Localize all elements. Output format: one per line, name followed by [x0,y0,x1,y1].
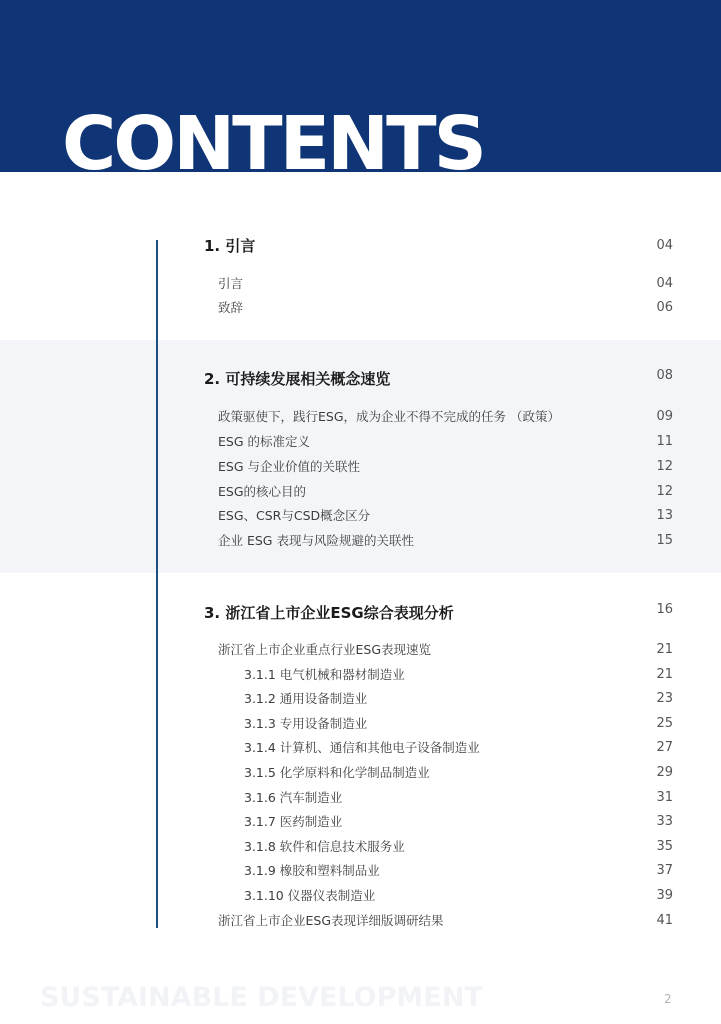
toc-item[interactable] [0,298,721,318]
toc-page-number: 09 [656,409,673,424]
toc-page-number: 15 [656,533,673,548]
toc-subitem[interactable] [0,788,721,808]
page-number: 2 [664,992,672,1006]
toc-subitem[interactable] [0,886,721,906]
toc-item-label: 致辞 [218,300,244,315]
toc-item-label: ESG、CSR与CSD概念区分 [218,508,371,523]
toc-subitem[interactable] [0,837,721,857]
toc-item-label: ESG 与企业价值的关联性 [218,459,360,474]
toc-subitem[interactable] [0,763,721,783]
toc-subitem-label: 3.1.3 专用设备制造业 [244,716,368,731]
toc-subitem-label: 3.1.7 医药制造业 [244,814,343,829]
toc-item[interactable] [0,506,721,526]
toc-page-number: 29 [656,765,673,780]
toc-item[interactable] [0,407,721,427]
toc-page-number: 04 [656,238,673,253]
toc-subitem[interactable] [0,665,721,685]
toc-item[interactable] [0,640,721,660]
toc-section-title: 3. 浙江省上市企业ESG综合表现分析 [204,604,454,622]
toc-page-number: 08 [656,368,673,383]
toc-item[interactable] [0,457,721,477]
toc-subitem-label: 3.1.9 橡胶和塑料制品业 [244,863,380,878]
toc-item-label: 政策驱使下，践行ESG，成为企业不得不完成的任务 （政策） [218,409,560,424]
toc-page-number: 13 [656,508,673,523]
toc-page-number: 12 [656,459,673,474]
toc-page-number: 21 [656,667,673,682]
page-title: CONTENTS [62,104,484,172]
footer-watermark: SUSTAINABLE DEVELOPMENT [40,982,483,1013]
toc-item[interactable] [0,482,721,502]
toc-item-label: 浙江省上市企业ESG表现详细版调研结果 [218,913,444,928]
toc-item-label: 引言 [218,276,244,291]
toc-section-2[interactable] [0,369,721,389]
toc-item-label: 企业 ESG 表现与风险规避的关联性 [218,533,414,548]
toc-page-number: 37 [656,863,673,878]
toc-section-3[interactable] [0,603,721,623]
toc-subitem[interactable] [0,861,721,881]
toc-section-title: 1. 引言 [204,237,256,255]
toc-page-number: 12 [656,484,673,499]
toc-subitem-label: 3.1.8 软件和信息技术服务业 [244,839,405,854]
toc-page-number: 35 [656,839,673,854]
toc-subitem-label: 3.1.6 汽车制造业 [244,790,343,805]
toc-page-number: 33 [656,814,673,829]
toc-subitem[interactable] [0,738,721,758]
toc-page-number: 39 [656,888,673,903]
toc-subitem-label: 3.1.2 通用设备制造业 [244,691,368,706]
toc-page-number: 11 [656,434,673,449]
toc-page-number: 31 [656,790,673,805]
toc-page-number: 21 [656,642,673,657]
toc-item[interactable] [0,531,721,551]
toc-page-number: 41 [656,913,673,928]
toc-item-label: ESG 的标准定义 [218,434,310,449]
toc-page-number: 06 [656,300,673,315]
toc-subitem-label: 3.1.1 电气机械和器材制造业 [244,667,405,682]
toc-subitem-label: 3.1.4 计算机、通信和其他电子设备制造业 [244,740,480,755]
toc-item[interactable] [0,432,721,452]
toc-page-number: 04 [656,276,673,291]
toc-item[interactable] [0,911,721,931]
toc-page-number: 25 [656,716,673,731]
toc-subitem[interactable] [0,714,721,734]
toc-section-1[interactable] [0,236,721,256]
toc-subitem-label: 3.1.10 仪器仪表制造业 [244,888,376,903]
toc-item-label: 浙江省上市企业重点行业ESG表现速览 [218,642,432,657]
toc-item[interactable] [0,274,721,294]
toc-page-number: 23 [656,691,673,706]
toc-subitem-label: 3.1.5 化学原料和化学制品制造业 [244,765,430,780]
toc-subitem[interactable] [0,689,721,709]
toc-page-number: 16 [656,602,673,617]
toc-page-number: 27 [656,740,673,755]
toc-item-label: ESG的核心目的 [218,484,307,499]
toc-subitem[interactable] [0,812,721,832]
toc-section-title: 2. 可持续发展相关概念速览 [204,370,391,388]
